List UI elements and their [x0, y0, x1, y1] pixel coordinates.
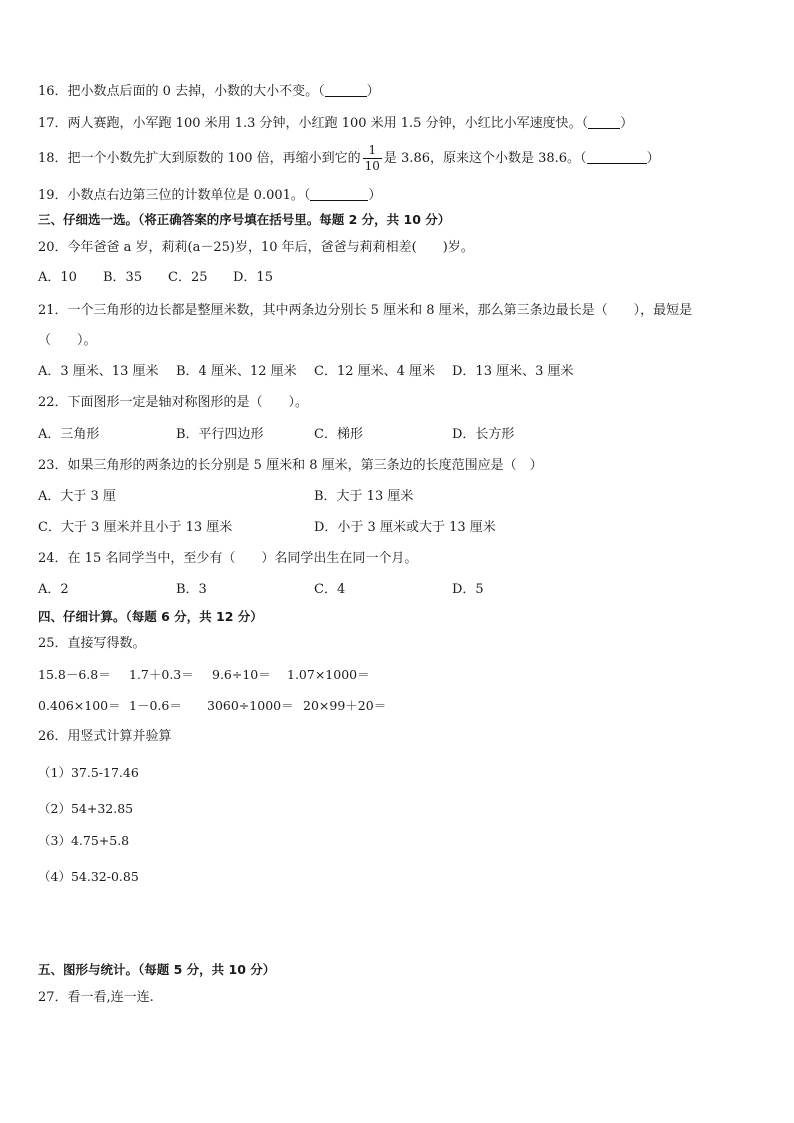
- section-5-heading: 五、图形与统计。（每题 5 分，共 10 分）: [38, 962, 276, 977]
- q20-option-b[interactable]: B．35: [103, 270, 143, 285]
- q21-option-c[interactable]: C．12 厘米、4 厘米: [314, 364, 436, 379]
- question-16: [38, 84, 380, 100]
- q20-option-d[interactable]: D．15: [233, 270, 273, 285]
- q24-option-a[interactable]: A．2: [38, 582, 69, 597]
- answer-blank-17[interactable]: [588, 116, 620, 129]
- question-23-text: 23．如果三角形的两条边的长分别是 5 厘米和 8 厘米，第三条边的长度范围应是（ ）: [38, 458, 543, 473]
- q21-option-b[interactable]: B．4 厘米、12 厘米: [176, 364, 297, 379]
- q24-option-d[interactable]: D．5: [452, 582, 484, 597]
- q26-item-3: （3）4.75+5.8: [38, 833, 130, 848]
- answer-blank-16[interactable]: [325, 84, 367, 97]
- question-21-text: 21．一个三角形的边长都是整厘米数，其中两条边分别长 5 厘米和 8 厘米，那么第三条边最长是（ ），最短是: [38, 303, 693, 318]
- question-27-text: 27．看一看,连一连.: [38, 990, 154, 1005]
- question-21-text-2: （ ）。: [38, 333, 97, 348]
- question-19: [38, 188, 381, 204]
- q26-item-1: （1）37.5-17.46: [38, 765, 139, 780]
- question-22-text: 22．下面图形一定是轴对称图形的是（ ）。: [38, 395, 309, 410]
- question-18-close: ）: [646, 151, 660, 166]
- answer-blank-19[interactable]: [310, 188, 368, 201]
- fraction-numerator: 1: [363, 143, 382, 159]
- q22-option-c[interactable]: C．梯形: [314, 427, 363, 442]
- q23-option-c[interactable]: C．大于 3 厘米并且小于 13 厘米: [38, 520, 233, 535]
- question-17: [38, 116, 633, 132]
- calc-item: 15.8－6.8＝: [38, 667, 111, 682]
- question-18-text: 18．把一个小数先扩大到原数的 100 倍，再缩小到它的: [38, 151, 361, 166]
- question-18-text-2: 是 3.86，原来这个小数是 38.6。（: [383, 151, 587, 166]
- question-24-text: 24．在 15 名同学当中，至少有（ ）名同学出生在同一个月。: [38, 551, 418, 566]
- calc-item: 3060÷1000＝: [207, 698, 294, 713]
- q24-option-c[interactable]: C．4: [314, 582, 346, 597]
- question-25-text: 25．直接写得数。: [38, 636, 146, 651]
- question-20-text: 20．今年爸爸 a 岁，莉莉(a－25)岁，10 年后，爸爸与莉莉相差( )岁。: [38, 240, 474, 255]
- question-19-text: 19．小数点右边第三位的计数单位是 0.001。（: [38, 188, 311, 203]
- section-3-heading: 三、仔细选一选。（将正确答案的序号填在括号里。每题 2 分，共 10 分）: [38, 212, 451, 227]
- q23-option-a[interactable]: A．大于 3 厘: [38, 489, 116, 504]
- calc-item: 0.406×100＝: [38, 698, 121, 713]
- fraction-one-tenth: [363, 143, 382, 174]
- q23-option-d[interactable]: D．小于 3 厘米或大于 13 厘米: [314, 520, 496, 535]
- question-17-close: ）: [620, 116, 634, 131]
- q23-option-b[interactable]: B．大于 13 厘米: [314, 489, 414, 504]
- calc-item: 1.7＋0.3＝: [129, 667, 194, 682]
- q26-item-4: （4）54.32-0.85: [38, 869, 139, 884]
- question-17-text: 17．两人赛跑，小军跑 100 米用 1.3 分钟，小红跑 100 米用 1.5 分钟，小红比小军速度快。（: [38, 116, 589, 131]
- q21-option-d[interactable]: D．13 厘米、3 厘米: [452, 364, 574, 379]
- q26-item-2: （2）54+32.85: [38, 801, 134, 816]
- question-16-close: ）: [366, 84, 380, 99]
- question-19-close: ）: [368, 188, 382, 203]
- q20-option-a[interactable]: A．10: [38, 270, 77, 285]
- calc-item: 1.07×1000＝: [287, 667, 370, 682]
- question-16-text: 16．把小数点后面的 0 去掉，小数的大小不变。（: [38, 84, 325, 99]
- q22-option-d[interactable]: D．长方形: [452, 427, 515, 442]
- q21-option-a[interactable]: A．3 厘米、13 厘米: [38, 364, 159, 379]
- q22-option-a[interactable]: A．三角形: [38, 427, 100, 442]
- fraction-denominator: 10: [364, 159, 380, 173]
- answer-blank-18[interactable]: [587, 151, 647, 164]
- calc-item: 20×99＋20＝: [303, 698, 387, 713]
- question-18: [38, 142, 660, 176]
- question-26-text: 26．用竖式计算并验算: [38, 729, 172, 744]
- q22-option-b[interactable]: B．平行四边形: [176, 427, 264, 442]
- calc-item: 1－0.6＝: [129, 698, 182, 713]
- section-4-heading: 四、仔细计算。（每题 6 分，共 12 分）: [38, 609, 263, 624]
- q24-option-b[interactable]: B．3: [176, 582, 207, 597]
- calc-item: 9.6÷10＝: [212, 667, 271, 682]
- q20-option-c[interactable]: C．25: [168, 270, 208, 285]
